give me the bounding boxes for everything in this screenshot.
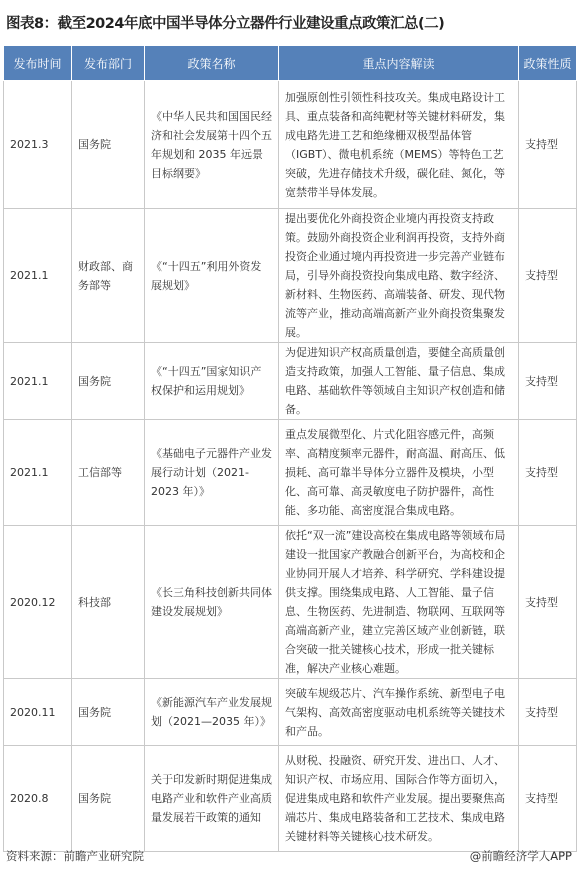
cell-time: 2020.11	[4, 679, 72, 746]
table-row	[4, 746, 577, 852]
header-publish-dept: 发布部门	[72, 46, 145, 81]
table-row	[4, 420, 577, 526]
cell-name: 《新能源汽车产业发展规划（2021—2035 年）》	[145, 679, 279, 746]
cell-name: 关于印发新时期促进集成电路产业和软件产业高质量发展若干政策的通知	[145, 746, 279, 852]
cell-dept: 国务院	[72, 343, 145, 420]
cell-time: 2021.1	[4, 209, 72, 343]
table-row	[4, 343, 577, 420]
cell-content: 突破车规级芯片、汽车操作系统、新型电子电气架构、高效高密度驱动电机系统等关键技术和产品。	[279, 679, 519, 746]
cell-time: 2020.12	[4, 526, 72, 679]
header-policy-name: 政策名称	[145, 46, 279, 81]
cell-dept: 科技部	[72, 526, 145, 679]
brand-credit: @前瞻经济学人APP	[469, 849, 572, 863]
cell-type: 支持型	[519, 420, 577, 526]
cell-content: 从财税、投融资、研究开发、进出口、人才、知识产权、市场应用、国际合作等方面切入，促进集成电路和软件产业发展。提出要聚焦高端芯片、集成电路装备和工艺技术、集成电路关键材料等关键核心技术研发。	[279, 746, 519, 852]
cell-content: 加强原创性引领性科技攻关。集成电路设计工具、重点装备和高纯靶材等关键材料研发，集成电路先进工艺和绝缘栅双极型晶体管（IGBT）、微电机系统（MEMS）等特色工艺突破，先进存储技术升级，碳化硅、氮化，等宽禁带半导体发展。	[279, 81, 519, 209]
cell-type: 支持型	[519, 343, 577, 420]
cell-content: 依托“双一流”建设高校在集成电路等领域布局建设一批国家产教融合创新平台，为高校和企业协同开展人才培养、科学研究、学科建设提供支撑。围绕集成电路、人工智能、量子信息、生物医药、先进制造、物联网、互联网等高端高新产业，建立完善区域产业创新链，联合突破一批关键核心技术，形成一批关键标准，解决产业核心难题。	[279, 526, 519, 679]
cell-name: 《基础电子元器件产业发展行动计划（2021-2023 年）》	[145, 420, 279, 526]
cell-time: 2021.1	[4, 343, 72, 420]
cell-time: 2021.1	[4, 420, 72, 526]
cell-type: 支持型	[519, 209, 577, 343]
cell-dept: 财政部、商务部等	[72, 209, 145, 343]
header-key-content: 重点内容解读	[279, 46, 519, 81]
cell-name: 《长三角科技创新共同体建设发展规划》	[145, 526, 279, 679]
table-row	[4, 679, 577, 746]
cell-name: 《“十四五”利用外资发展规划》	[145, 209, 279, 343]
table-row	[4, 526, 577, 679]
cell-dept: 国务院	[72, 679, 145, 746]
cell-content: 重点发展微型化、片式化阻容感元件，高频率、高精度频率元器件，耐高温、耐高压、低损耗、高可靠半导体分立器件及模块，小型化、高可靠、高灵敏度电子防护器件，高性能、多功能、高密度混合集成电路。	[279, 420, 519, 526]
policy-table	[3, 45, 577, 852]
cell-name: 《“十四五”国家知识产权保护和运用规划》	[145, 343, 279, 420]
cell-type: 支持型	[519, 81, 577, 209]
cell-type: 支持型	[519, 679, 577, 746]
cell-dept: 工信部等	[72, 420, 145, 526]
header-publish-time: 发布时间	[4, 46, 72, 81]
cell-time: 2021.3	[4, 81, 72, 209]
cell-dept: 国务院	[72, 746, 145, 852]
cell-type: 支持型	[519, 746, 577, 852]
table-header-row	[4, 46, 577, 81]
chart-title: 图表8：截至2024年底中国半导体分立器件行业建设重点政策汇总(二)	[6, 16, 445, 32]
source-note: 资料来源：前瞻产业研究院	[6, 849, 144, 863]
cell-type: 支持型	[519, 526, 577, 679]
cell-dept: 国务院	[72, 81, 145, 209]
cell-time: 2020.8	[4, 746, 72, 852]
cell-name: 《中华人民共和国国民经济和社会发展第十四个五年规划和 2035 年远景目标纲要》	[145, 81, 279, 209]
header-policy-type: 政策性质	[519, 46, 577, 81]
table-row	[4, 209, 577, 343]
cell-content: 提出要优化外商投资企业境内再投资支持政策。鼓励外商投资企业利润再投资，支持外商投资企业通过境内再投资进一步完善产业链布局，引导外商投资投向集成电路、数字经济、新材料、生物医药、高端装备、研发、现代物流等产业，推动高端高新产业外商投资集聚发展。	[279, 209, 519, 343]
cell-content: 为促进知识产权高质量创造，要健全高质量创造支持政策，加强人工智能、量子信息、集成电路、基础软件等领域自主知识产权创造和储备。	[279, 343, 519, 420]
table-row	[4, 81, 577, 209]
